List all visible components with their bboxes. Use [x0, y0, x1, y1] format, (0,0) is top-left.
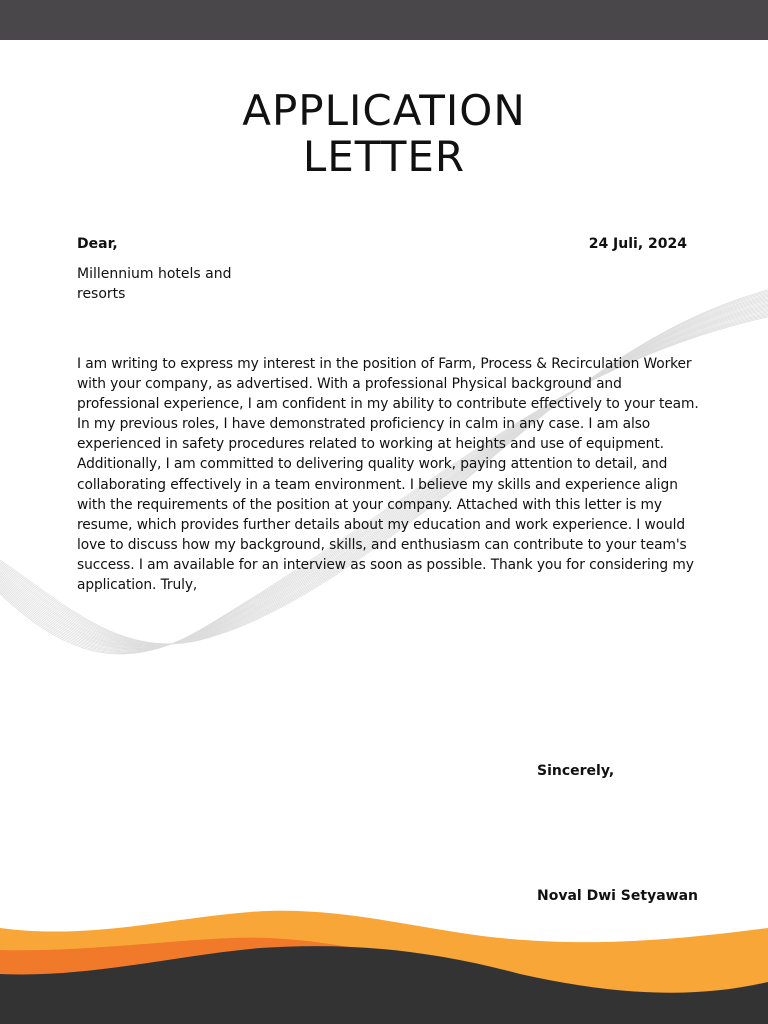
title-line-1: APPLICATION [242, 86, 526, 135]
title-line-2: LETTER [302, 132, 466, 181]
closing: Sincerely, [537, 763, 615, 779]
footer-wave [0, 890, 768, 1024]
page-title [0, 88, 768, 180]
letter-body: I am writing to express my interest in the position of Farm, Process & Recirculation Worker with your company, as advertised. With a professional Physical background and professional experience, I am confident in my ability to contribute effectively to your team. In my previous roles, I have demonstrated proficiency in calm in any case. I am also experienced in safety procedures related to working at heights and use of equipment. Additionally, I am committed to delivering quality work, paying attention to detail, and collaborating effectively in a team environment. I believe my skills and experience align with the requirements of the position at your company. Attached with this letter is my resume, which provides further details about my education and work experience. I would love to discuss how my background, skills, and enthusiasm can contribute to your team's success. I am available for an interview as soon as possible. Thank you for considering my application. Truly, [77, 356, 699, 594]
letter-date: 24 Juli, 2024 [588, 236, 687, 252]
recipient-name: Millennium hotels and resorts [77, 266, 232, 302]
signer-name: Noval Dwi Setyawan [537, 888, 698, 904]
salutation: Dear, [77, 236, 118, 252]
